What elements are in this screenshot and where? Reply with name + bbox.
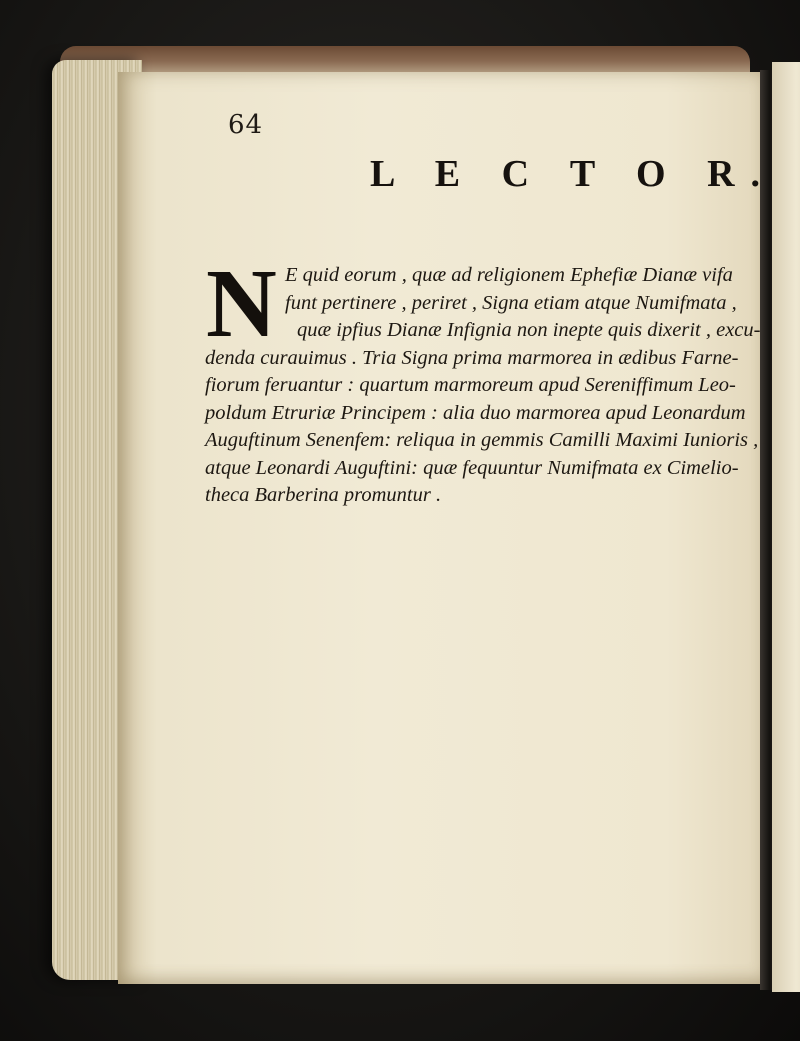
book-page	[118, 72, 763, 984]
text-line: poldum Etruriæ Principem : alia duo marmorea apud Leonardum	[205, 401, 746, 424]
text-line: funt pertinere , periret , Signa etiam atque Numifmata ,	[285, 291, 737, 314]
text-line: E quid eorum , quæ ad religionem Ephefiæ Dianæ vifa	[285, 264, 733, 286]
text-line: fiorum feruantur : quartum marmoreum apud Sereniffimum Leo-	[205, 374, 736, 396]
drop-cap: N	[206, 250, 277, 358]
text-line: theca Barberina promuntur .	[205, 484, 442, 506]
text-line: quæ ipfius Dianæ Infignia non inepte quis dixerit , excu-	[297, 319, 761, 341]
page-number: 64	[228, 110, 264, 140]
text-line: atque Leonardi Auguftini: quæ fequuntur Numifmata ex Cimelio-	[205, 456, 739, 479]
text-line: Auguftinum Senenfem: reliqua in gemmis Camilli Maximi Iunioris ,	[205, 429, 759, 451]
page-title: L E C T O R.	[370, 153, 777, 195]
text-line: denda curauimus . Tria Signa prima marmorea in ædibus Farne-	[205, 346, 739, 369]
body-text	[205, 250, 761, 510]
facing-page	[772, 62, 800, 992]
